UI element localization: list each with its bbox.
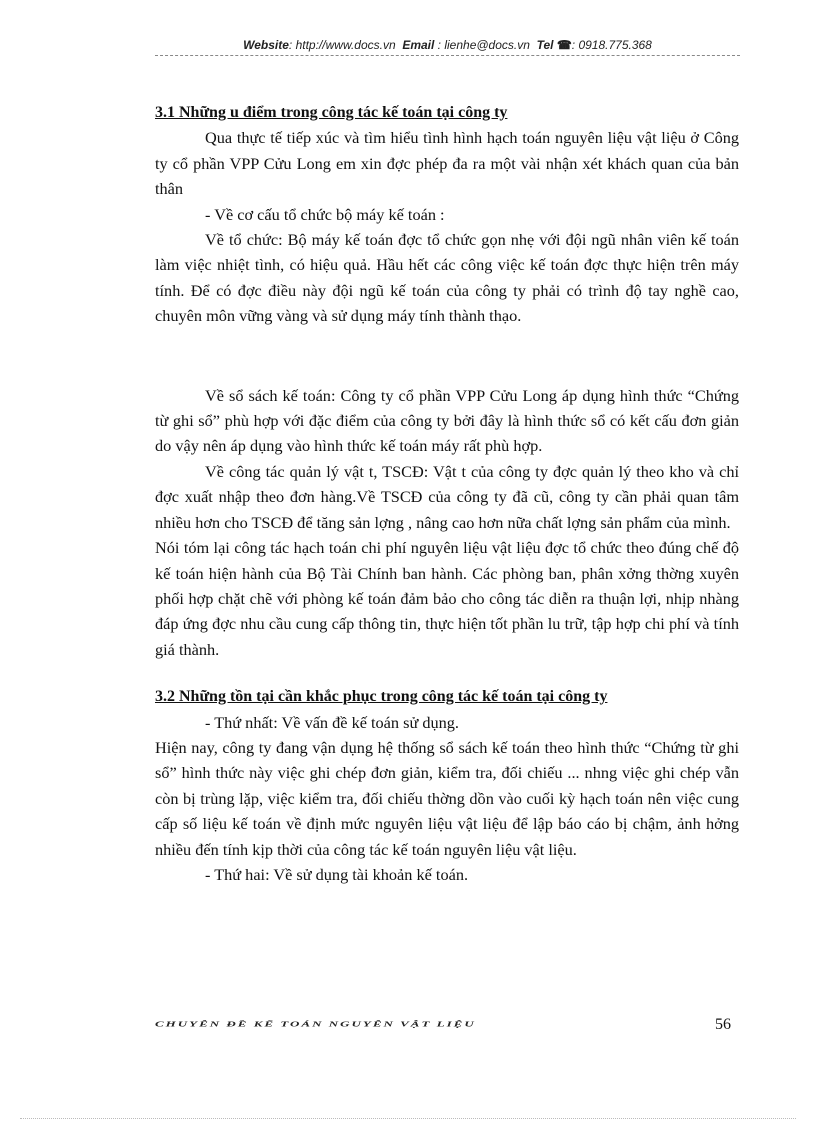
- website-value: : http://www.docs.vn: [288, 38, 396, 52]
- paragraph: - Thứ hai: Về sử dụng tài khoản kế toán.: [205, 864, 469, 884]
- page-number: 56: [715, 1016, 731, 1033]
- header-divider: [155, 55, 740, 56]
- spacer: [155, 329, 739, 383]
- tel-label: Tel: [536, 38, 554, 52]
- spacer: [155, 662, 739, 684]
- paragraph: - Thứ nhất: Về vấn đề kế toán sử dụng.: [205, 712, 459, 732]
- paragraph: - Về cơ cấu tổ chức bộ máy kế toán :: [205, 204, 445, 224]
- paragraph: Hiện nay, công ty đang vận dụng hệ thống sổ sách kế toán theo hình thức “Chứng từ ghi sổ” hình thức này việc ghi chép đơn giản, kiểm tra, đối chiếu ... nhng việc ghi chép vẫn còn bị trùng lặp, việc kiểm tra, đối chiếu thờng dồn vào cuối kỳ hạch toán nên việc cung cấp số liệu kế toán về định mức nguyên liệu vật liệu để lập báo cáo bị chậm, ảnh hởng nhiều đến tính kịp thời của công tác kế toán nguyên liệu vật liệu.: [155, 737, 739, 859]
- footer-title: [155, 1020, 515, 1034]
- footer-title-text: CHUYÊN ĐỀ KẾ TOÁN NGUYÊN VẬT LIỆU: [155, 1020, 476, 1029]
- paragraph: Về sổ sách kế toán: Công ty cổ phần VPP Cửu Long áp dụng hình thức “Chứng từ ghi sổ” phù hợp với đặc điểm của công ty bởi đây là hình thức sổ có kết cấu đơn giản do vậy nên áp dụng vào hình thức kế toán máy rất phù hợp.: [155, 385, 739, 456]
- email-value: : lienhe@docs.vn: [437, 38, 530, 52]
- paragraph: Qua thực tế tiếp xúc và tìm hiểu tình hình hạch toán nguyên liệu vật liệu ở Công ty cổ phần VPP Cửu Long em xin đợc phép đa ra một vài nhận xét khách quan của bản thân: [155, 128, 739, 199]
- phone-icon: ☎: [556, 38, 572, 52]
- tel-value: : 0918.775.368: [571, 38, 652, 52]
- section-1-heading: 3.1 Những u điểm trong công tác kế toán tại công ty: [155, 104, 508, 121]
- paragraph: Về công tác quản lý vật t, TSCĐ: Vật t của công ty đợc quản lý theo kho và chỉ đợc xuất nhập theo đơn hàng.Về TSCĐ của công ty đã cũ, công ty cần phải quan tâm nhiều hơn cho TSCĐ để tăng sản lợng , nâng cao hơn nữa chất lợng sản phẩm của mình.: [155, 461, 739, 532]
- page-bottom-divider: [20, 1118, 796, 1119]
- website-label: Website: [243, 38, 289, 52]
- paragraph: Nói tóm lại công tác hạch toán chi phí nguyên liệu vật liệu đợc tổ chức theo đúng chế độ kế toán hiện hành của Bộ Tài Chính ban hành. Các phòng ban, phân xởng thờng xuyên phối hợp chặt chẽ với phòng kế toán đảm bảo cho công tác diễn ra thuận lợi, nhịp nhàng đáp ứng đợc nhu cầu cung cấp thông tin, thực hiện tốt phần lu trữ, tập hợp chi phí và tính giá thành.: [155, 538, 739, 659]
- paragraph: Về tổ chức: Bộ máy kế toán đợc tổ chức gọn nhẹ với đội ngũ nhân viên kế toán làm việc nhiệt tình, có hiệu quả. Hầu hết các công việc kế toán đợc thực hiện trên máy tính. Để có đợc điều này đội ngũ kế toán của công ty phải có trình độ tay nghề cao, chuyên môn vững vàng và sử dụng máy tính thành thạo.: [155, 230, 739, 326]
- document-body: [155, 100, 739, 887]
- section-2-heading: 3.2 Những tồn tại cần khắc phục trong công tác kế toán tại công ty: [155, 688, 608, 706]
- email-label: Email: [402, 38, 435, 52]
- page-header: [155, 38, 740, 52]
